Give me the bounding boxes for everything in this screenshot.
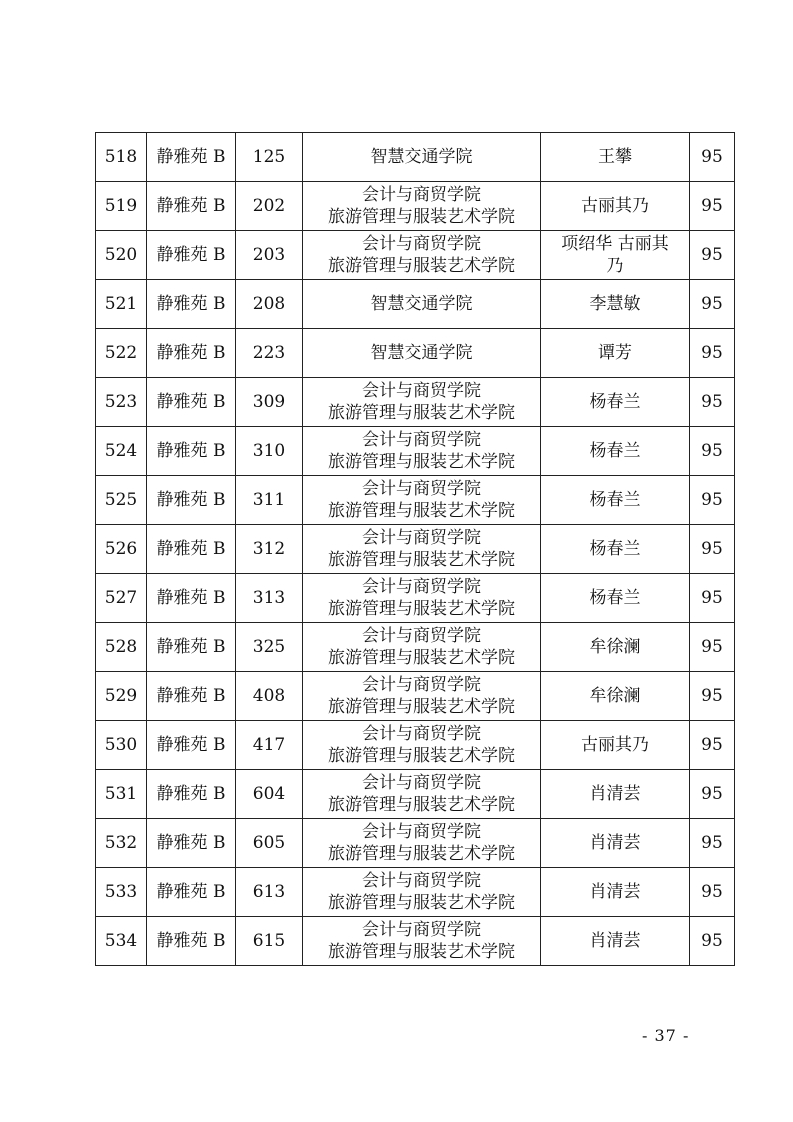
cell-college [303, 721, 541, 770]
table-row [96, 525, 735, 574]
cell-room: 605 [236, 819, 303, 868]
cell-college-line: 旅游管理与服装艺术学院 [328, 599, 515, 619]
cell-person [541, 476, 690, 525]
cell-college [303, 427, 541, 476]
cell-person-line: 古丽其乃 [581, 196, 649, 216]
cell-room: 408 [236, 672, 303, 721]
cell-person [541, 182, 690, 231]
cell-building: 静雅苑 B [147, 476, 236, 525]
cell-room: 615 [236, 917, 303, 966]
cell-room: 208 [236, 280, 303, 329]
cell-college [303, 133, 541, 182]
cell-person-line: 谭芳 [598, 343, 632, 363]
cell-score: 95 [690, 868, 735, 917]
cell-building: 静雅苑 B [147, 770, 236, 819]
cell-college [303, 917, 541, 966]
cell-room: 312 [236, 525, 303, 574]
cell-person-line: 肖清芸 [589, 833, 641, 853]
cell-number: 525 [96, 476, 147, 525]
cell-person [541, 329, 690, 378]
cell-college-line: 会计与商贸学院 [362, 577, 481, 597]
cell-number: 530 [96, 721, 147, 770]
cell-score: 95 [690, 623, 735, 672]
cell-person [541, 672, 690, 721]
cell-number: 527 [96, 574, 147, 623]
cell-person-line: 项绍华 古丽其 [561, 234, 669, 254]
cell-person-line: 杨春兰 [589, 539, 641, 559]
cell-score: 95 [690, 819, 735, 868]
cell-college-line: 会计与商贸学院 [362, 675, 481, 695]
table-row [96, 476, 735, 525]
table-row [96, 378, 735, 427]
cell-college [303, 868, 541, 917]
cell-college-line: 旅游管理与服装艺术学院 [328, 550, 515, 570]
cell-building: 静雅苑 B [147, 182, 236, 231]
cell-college [303, 231, 541, 280]
cell-score: 95 [690, 231, 735, 280]
cell-number: 528 [96, 623, 147, 672]
cell-person-line: 杨春兰 [589, 441, 641, 461]
cell-building: 静雅苑 B [147, 525, 236, 574]
cell-college-line: 会计与商贸学院 [362, 479, 481, 499]
cell-college-line: 旅游管理与服装艺术学院 [328, 207, 515, 227]
cell-college [303, 378, 541, 427]
cell-number: 533 [96, 868, 147, 917]
cell-score: 95 [690, 182, 735, 231]
cell-college-line: 会计与商贸学院 [362, 920, 481, 940]
cell-score: 95 [690, 427, 735, 476]
cell-college [303, 476, 541, 525]
cell-college-line: 会计与商贸学院 [362, 430, 481, 450]
cell-building: 静雅苑 B [147, 721, 236, 770]
cell-room: 313 [236, 574, 303, 623]
cell-person-line: 王攀 [598, 147, 632, 167]
cell-college-line: 旅游管理与服装艺术学院 [328, 697, 515, 717]
cell-college-line: 旅游管理与服装艺术学院 [328, 795, 515, 815]
cell-college-line: 旅游管理与服装艺术学院 [328, 893, 515, 913]
cell-person-line: 李慧敏 [589, 294, 641, 314]
cell-college [303, 182, 541, 231]
table-row [96, 427, 735, 476]
cell-person [541, 574, 690, 623]
cell-person [541, 623, 690, 672]
cell-number: 519 [96, 182, 147, 231]
cell-person [541, 133, 690, 182]
cell-person-line: 乃 [606, 256, 624, 276]
cell-college-line: 智慧交通学院 [370, 294, 473, 314]
table-row [96, 231, 735, 280]
cell-person-line: 肖清芸 [589, 931, 641, 951]
cell-room: 125 [236, 133, 303, 182]
table-row [96, 329, 735, 378]
cell-college [303, 770, 541, 819]
cell-score: 95 [690, 280, 735, 329]
cell-number: 526 [96, 525, 147, 574]
table-row [96, 917, 735, 966]
cell-college-line: 会计与商贸学院 [362, 871, 481, 891]
cell-person [541, 770, 690, 819]
cell-college-line: 旅游管理与服装艺术学院 [328, 942, 515, 962]
cell-college [303, 819, 541, 868]
cell-college-line: 旅游管理与服装艺术学院 [328, 844, 515, 864]
cell-number: 531 [96, 770, 147, 819]
cell-room: 203 [236, 231, 303, 280]
cell-number: 522 [96, 329, 147, 378]
cell-room: 604 [236, 770, 303, 819]
cell-person-line: 杨春兰 [589, 490, 641, 510]
cell-building: 静雅苑 B [147, 819, 236, 868]
cell-number: 534 [96, 917, 147, 966]
cell-number: 520 [96, 231, 147, 280]
cell-college-line: 会计与商贸学院 [362, 822, 481, 842]
cell-score: 95 [690, 917, 735, 966]
cell-person [541, 525, 690, 574]
cell-person [541, 427, 690, 476]
cell-building: 静雅苑 B [147, 378, 236, 427]
cell-number: 523 [96, 378, 147, 427]
table-row [96, 182, 735, 231]
cell-building: 静雅苑 B [147, 868, 236, 917]
table-row [96, 868, 735, 917]
cell-person [541, 819, 690, 868]
dormitory-score-table [95, 132, 735, 966]
cell-building: 静雅苑 B [147, 133, 236, 182]
table-row [96, 133, 735, 182]
cell-building: 静雅苑 B [147, 623, 236, 672]
cell-building: 静雅苑 B [147, 329, 236, 378]
cell-college-line: 会计与商贸学院 [362, 626, 481, 646]
cell-room: 325 [236, 623, 303, 672]
cell-building: 静雅苑 B [147, 672, 236, 721]
cell-room: 202 [236, 182, 303, 231]
cell-score: 95 [690, 721, 735, 770]
cell-building: 静雅苑 B [147, 427, 236, 476]
cell-college-line: 会计与商贸学院 [362, 381, 481, 401]
cell-person [541, 868, 690, 917]
cell-person-line: 牟徐澜 [589, 686, 641, 706]
cell-person-line: 肖清芸 [589, 784, 641, 804]
table-row [96, 770, 735, 819]
cell-person [541, 917, 690, 966]
table-row [96, 623, 735, 672]
cell-person [541, 378, 690, 427]
cell-score: 95 [690, 133, 735, 182]
cell-person [541, 231, 690, 280]
cell-college-line: 智慧交通学院 [370, 343, 473, 363]
table-row [96, 672, 735, 721]
cell-number: 524 [96, 427, 147, 476]
cell-score: 95 [690, 525, 735, 574]
cell-score: 95 [690, 672, 735, 721]
cell-college [303, 329, 541, 378]
cell-building: 静雅苑 B [147, 917, 236, 966]
cell-number: 521 [96, 280, 147, 329]
cell-college [303, 672, 541, 721]
cell-room: 613 [236, 868, 303, 917]
cell-room: 417 [236, 721, 303, 770]
cell-person-line: 杨春兰 [589, 392, 641, 412]
cell-building: 静雅苑 B [147, 574, 236, 623]
cell-score: 95 [690, 378, 735, 427]
cell-building: 静雅苑 B [147, 280, 236, 329]
cell-number: 518 [96, 133, 147, 182]
cell-person-line: 牟徐澜 [589, 637, 641, 657]
cell-building: 静雅苑 B [147, 231, 236, 280]
table-row [96, 574, 735, 623]
cell-room: 223 [236, 329, 303, 378]
cell-college-line: 旅游管理与服装艺术学院 [328, 403, 515, 423]
cell-number: 529 [96, 672, 147, 721]
page-number: - 37 - [642, 1026, 690, 1045]
cell-person-line: 杨春兰 [589, 588, 641, 608]
cell-number: 532 [96, 819, 147, 868]
cell-college-line: 会计与商贸学院 [362, 724, 481, 744]
cell-college-line: 旅游管理与服装艺术学院 [328, 746, 515, 766]
cell-college [303, 623, 541, 672]
cell-college-line: 会计与商贸学院 [362, 528, 481, 548]
table-row [96, 280, 735, 329]
cell-college-line: 智慧交通学院 [370, 147, 473, 167]
cell-person [541, 721, 690, 770]
cell-score: 95 [690, 329, 735, 378]
cell-person-line: 古丽其乃 [581, 735, 649, 755]
cell-college-line: 旅游管理与服装艺术学院 [328, 501, 515, 521]
table-body [96, 133, 735, 966]
cell-college-line: 旅游管理与服装艺术学院 [328, 256, 515, 276]
cell-college-line: 旅游管理与服装艺术学院 [328, 648, 515, 668]
cell-room: 311 [236, 476, 303, 525]
cell-college [303, 280, 541, 329]
cell-score: 95 [690, 574, 735, 623]
cell-room: 309 [236, 378, 303, 427]
cell-room: 310 [236, 427, 303, 476]
cell-college-line: 会计与商贸学院 [362, 185, 481, 205]
cell-college [303, 574, 541, 623]
cell-score: 95 [690, 476, 735, 525]
cell-college-line: 会计与商贸学院 [362, 234, 481, 254]
cell-college-line: 旅游管理与服装艺术学院 [328, 452, 515, 472]
cell-college-line: 会计与商贸学院 [362, 773, 481, 793]
cell-college [303, 525, 541, 574]
table-row [96, 819, 735, 868]
cell-person-line: 肖清芸 [589, 882, 641, 902]
cell-score: 95 [690, 770, 735, 819]
cell-person [541, 280, 690, 329]
table-row [96, 721, 735, 770]
